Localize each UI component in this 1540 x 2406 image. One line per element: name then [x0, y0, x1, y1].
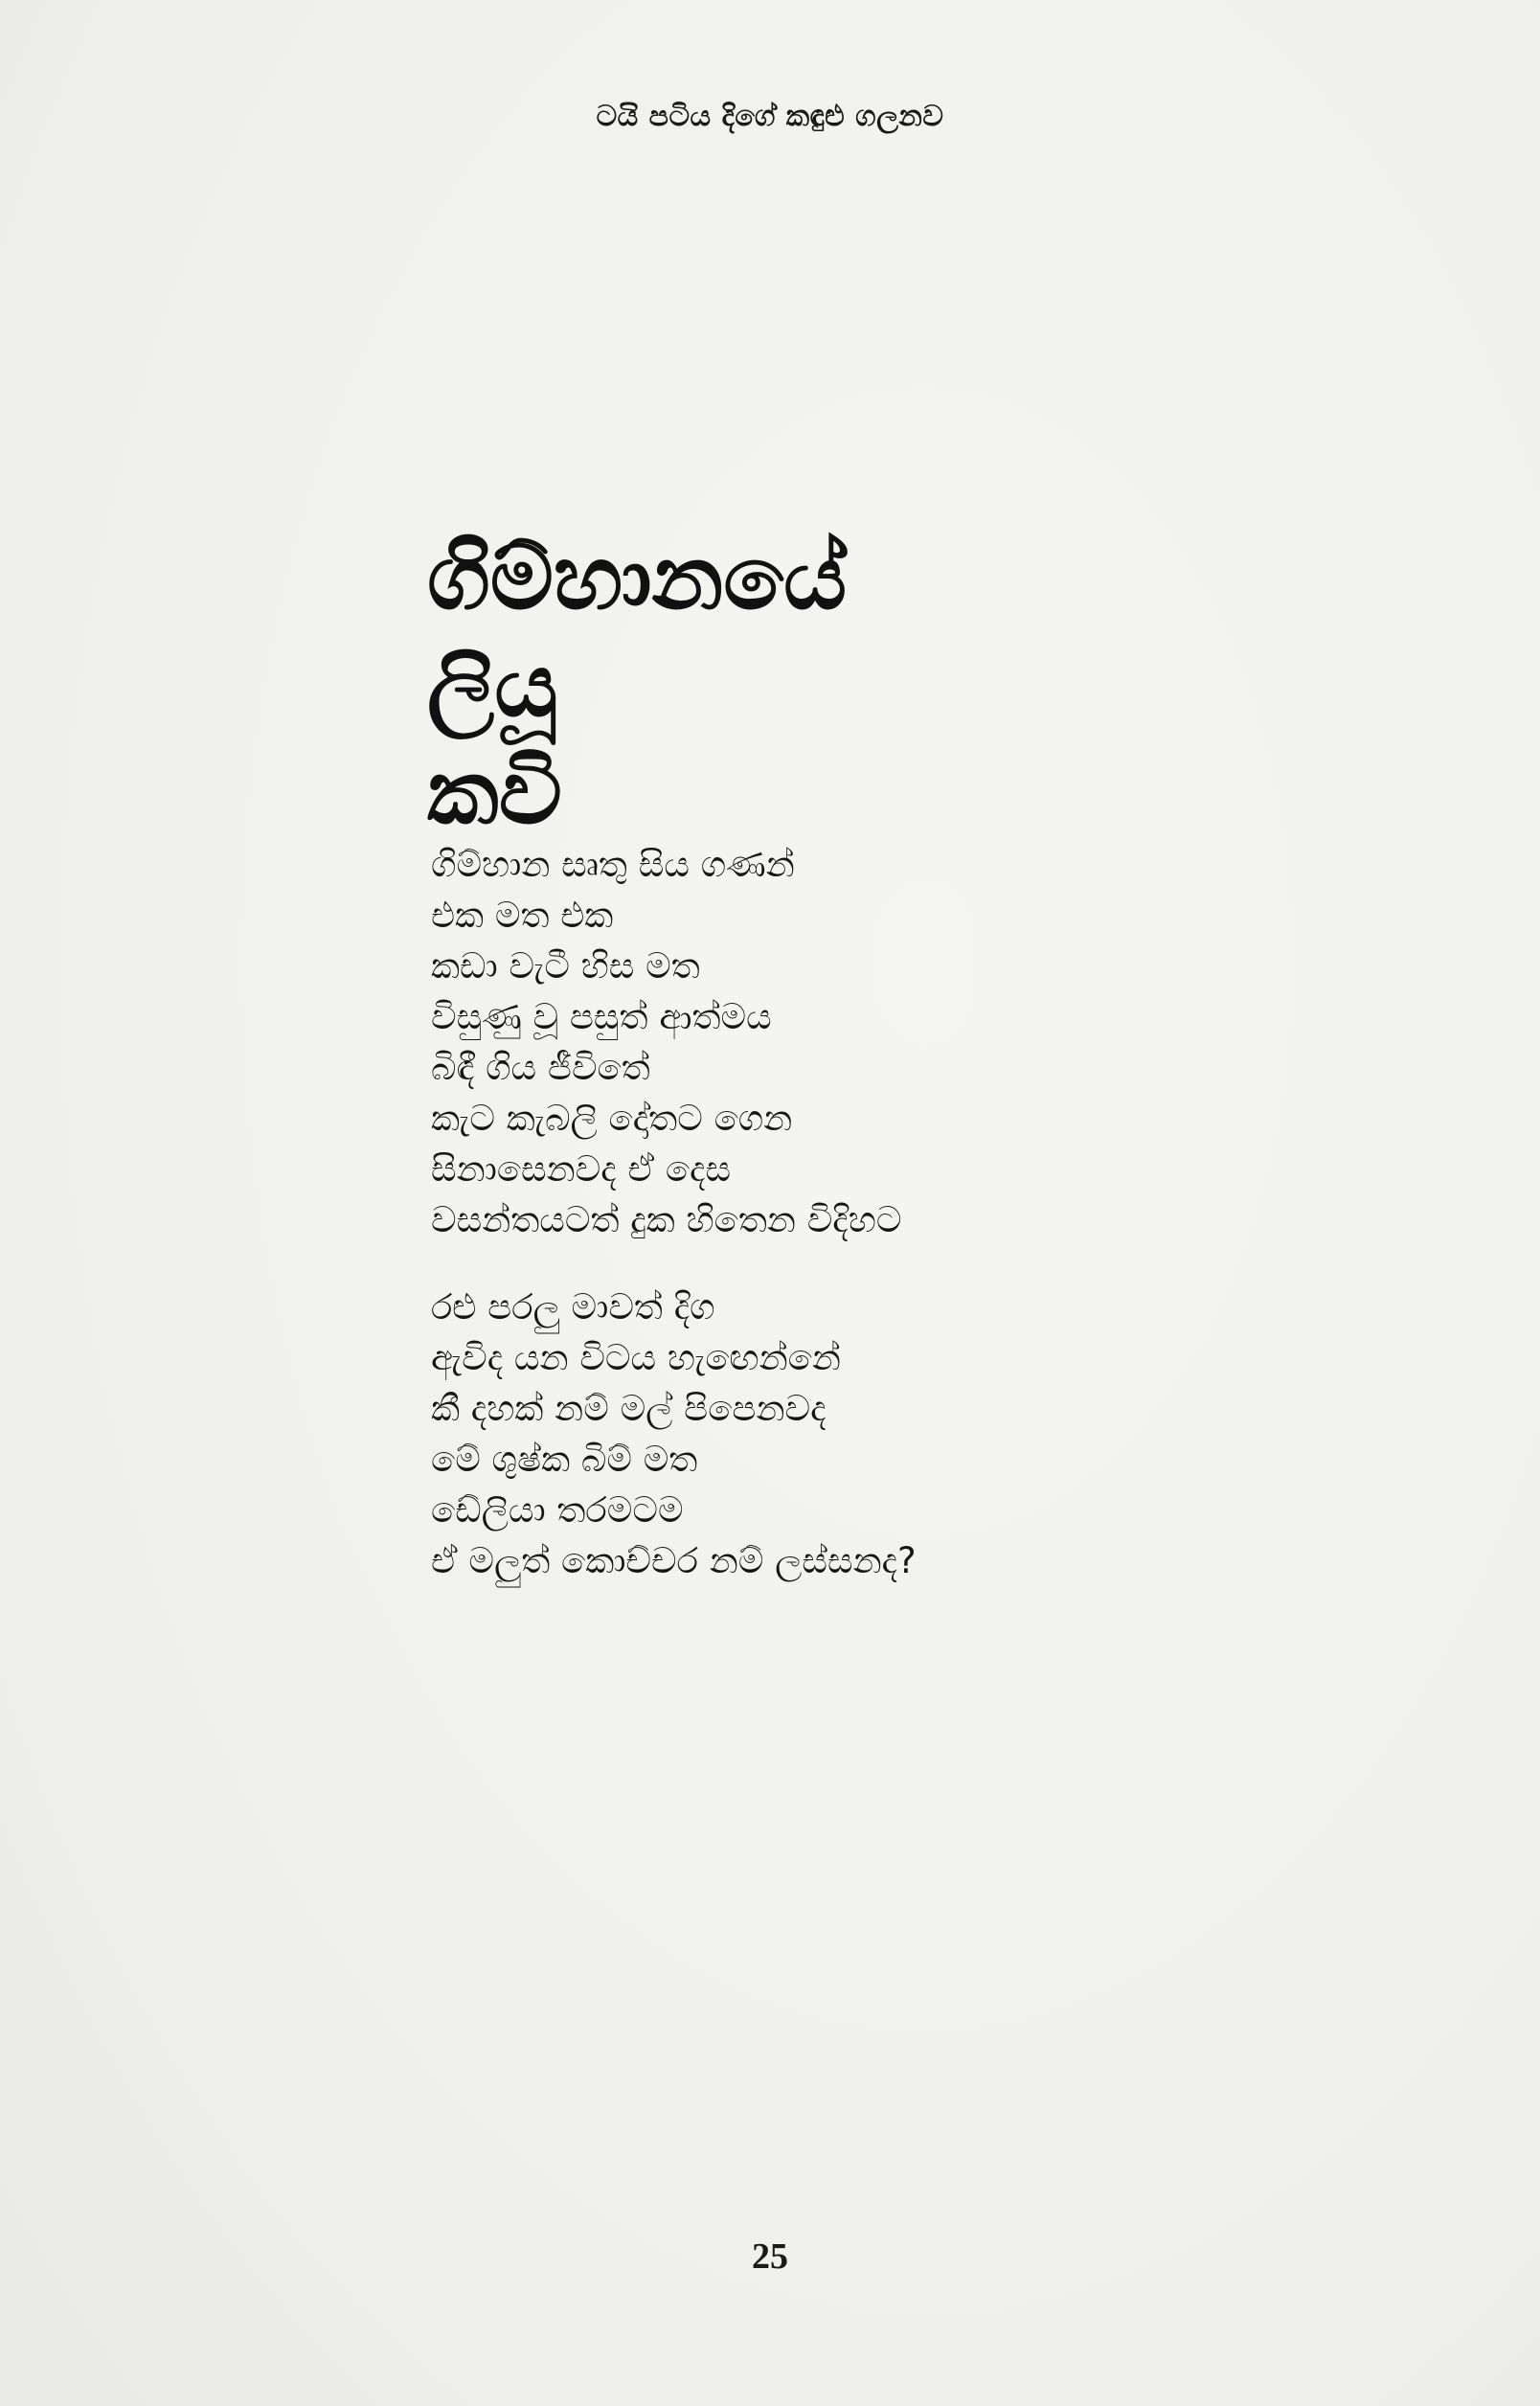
- page-number: 25: [752, 2236, 788, 2277]
- poem-body: [431, 839, 1389, 1623]
- poem-title-line: ලියූ: [427, 634, 558, 737]
- poem-line: සිනාසෙනවද ඒ දෙස: [431, 1148, 732, 1190]
- poem-line: මේ ශුෂ්ක බිම් මත: [431, 1439, 698, 1480]
- stanza-2: [431, 1282, 1389, 1586]
- poem-title-line: ගිම්හානයේ: [427, 527, 848, 629]
- poem-line: එක මත එක: [431, 895, 614, 936]
- poem-line: කැට කැබලි දෝතට ගෙන: [431, 1098, 793, 1139]
- poem-line: ඩේලියා තරමටම: [431, 1489, 684, 1531]
- poem-line: ඇවිද යන විටය හැඟෙන්නේ: [431, 1337, 841, 1378]
- running-header: ටයි පටිය දිගේ කඳුළු ගලනව: [596, 100, 944, 133]
- poem-line: ගිම්හාන සෘතු සිය ගණන්: [431, 844, 795, 885]
- poem-line: ඒ මලුත් කොච්චර නම් ලස්සනද?: [431, 1540, 917, 1581]
- poem-line: රළු පරලු මාවත් දිග: [431, 1286, 715, 1328]
- poem-line: බිඳී ගිය ජීවිතේ: [431, 1047, 650, 1088]
- poem-line: කී දහක් නම් මල් පිපෙනවද: [431, 1388, 827, 1429]
- poem-line: කඩා වැටී හිස මත: [431, 945, 700, 987]
- poem-line: වසන්තයටත් දුක හිතෙන විදිහට: [431, 1199, 902, 1240]
- stanza-1: [431, 839, 1389, 1245]
- poem-title-line: කවි: [427, 741, 562, 844]
- poem-title: [427, 525, 1289, 847]
- poem-line: විසුණු වූ පසුත් ආත්මය: [431, 996, 772, 1037]
